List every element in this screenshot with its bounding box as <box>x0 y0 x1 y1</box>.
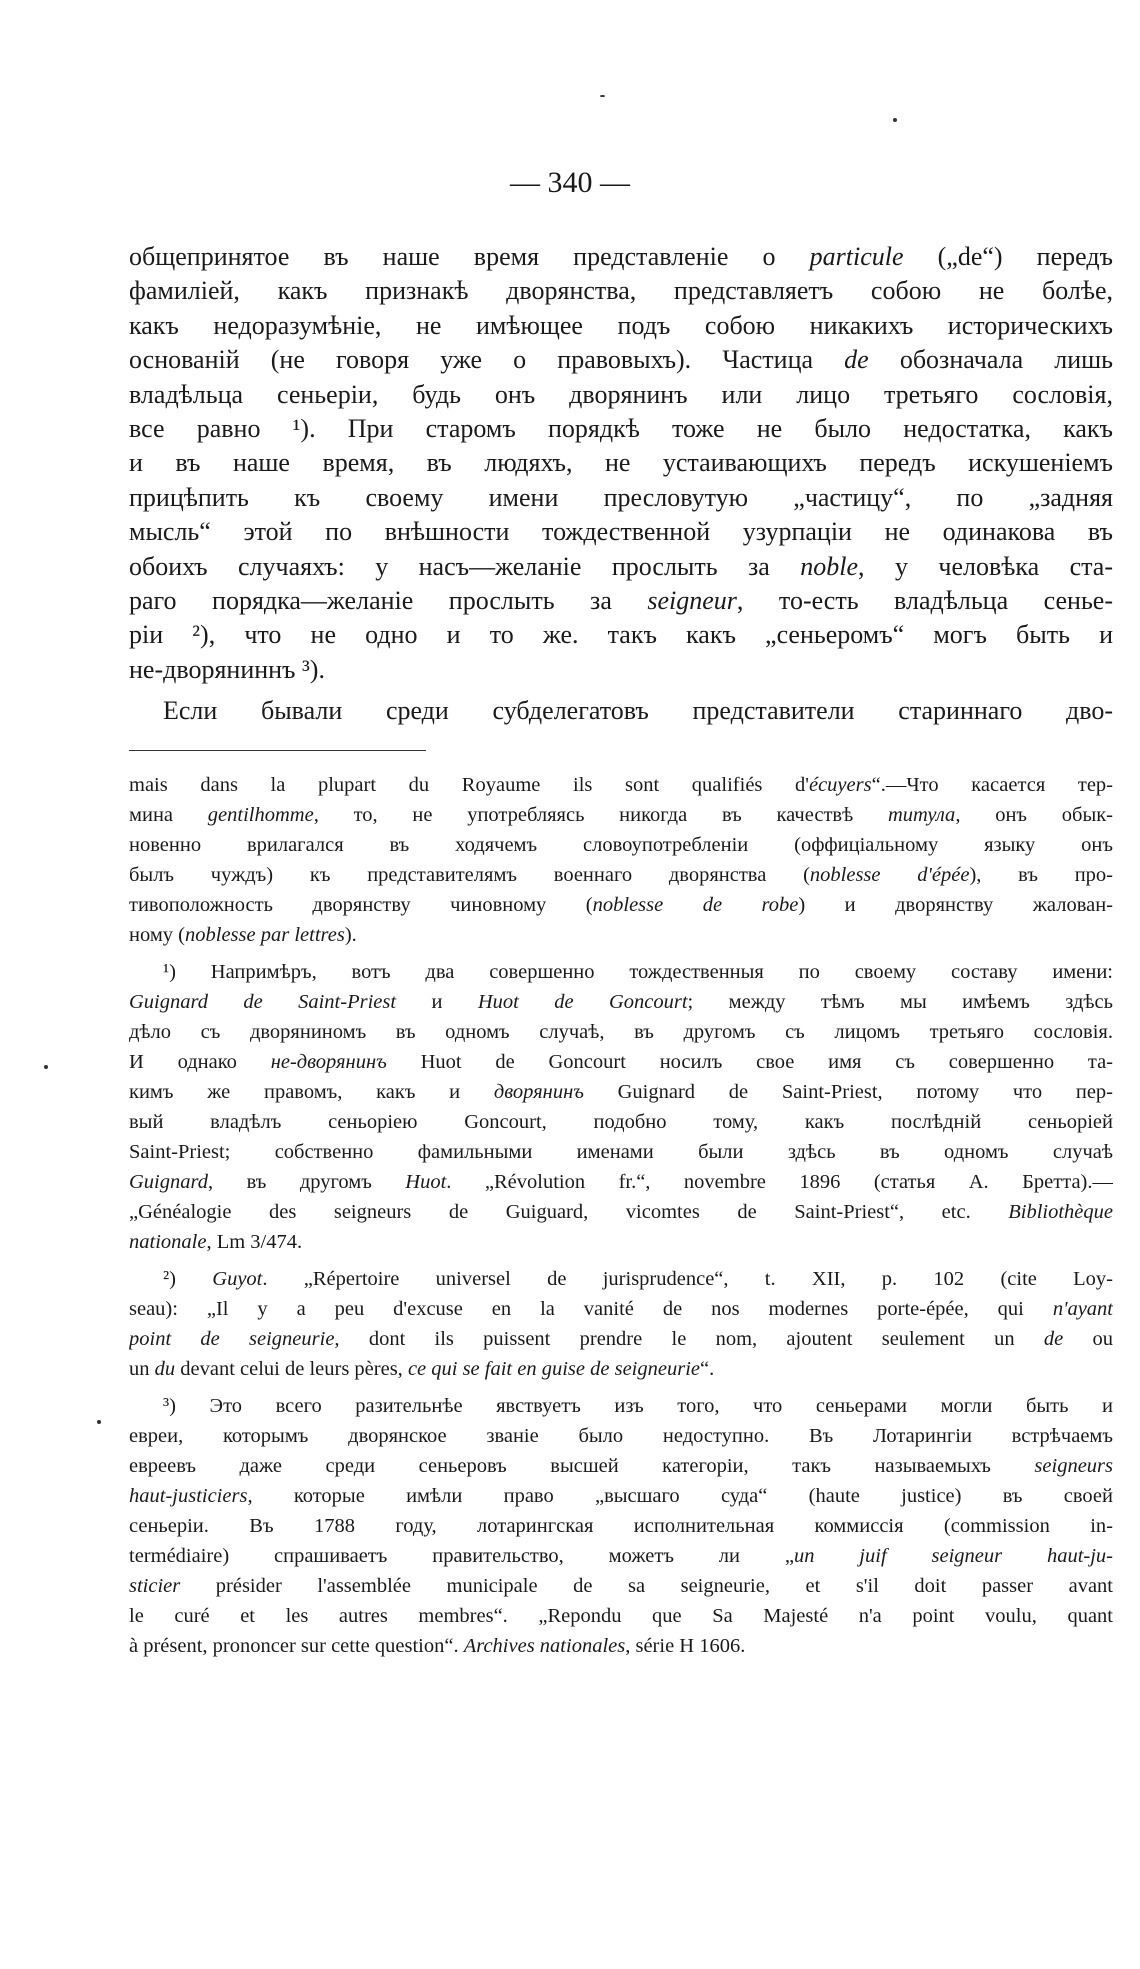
text-line <box>129 481 1113 515</box>
footnote-line <box>129 1227 1113 1257</box>
text-run: ному ( <box>129 924 186 946</box>
scan-speck <box>97 1420 101 1424</box>
italic-text: de <box>1043 1328 1064 1350</box>
text-run: . „Révolution fr.“, novembre 1896 (статья А. Бретта).— <box>446 1171 1113 1193</box>
text-run: “.—Что касается тер- <box>871 774 1113 796</box>
page-number: — 340 — <box>510 166 630 199</box>
text-line <box>129 618 1113 652</box>
text-run: , у человѣка ста- <box>858 551 1113 581</box>
scan-speck <box>44 1065 48 1069</box>
italic-text: Huot de Goncourt <box>477 991 688 1013</box>
italic-text: noblesse par lettres <box>185 924 345 946</box>
footnote-line <box>129 1167 1113 1197</box>
italic-text: Huot <box>405 1171 447 1193</box>
footnote-line <box>129 987 1113 1017</box>
italic-text: écuyers <box>808 774 872 796</box>
footnote-line <box>129 830 1113 860</box>
text-run: ou <box>1063 1328 1113 1350</box>
footnote-line <box>129 957 1113 987</box>
footnote-line <box>129 920 1113 950</box>
italic-text: титула <box>887 804 956 826</box>
text-run: мина <box>129 804 208 826</box>
italic-text: seigneur <box>647 585 737 615</box>
italic-text: Guignard de Saint-Priest <box>129 991 397 1013</box>
text-run: ), въ про- <box>969 864 1113 886</box>
italic-text: noblesse d'épée <box>809 864 970 886</box>
text-run: devant celui de leurs pères, <box>175 1358 408 1380</box>
footnote-line <box>129 1631 1113 1661</box>
italic-text: seigneurs <box>1034 1455 1113 1477</box>
text-line <box>129 584 1113 618</box>
footnote-line <box>129 1421 1113 1451</box>
text-line <box>129 515 1113 549</box>
footnote-line <box>129 1077 1113 1107</box>
text-run: à présent, prononcer sur cette question“. <box>129 1635 464 1657</box>
text-run: Huot de Goncourt носилъ свое имя съ совершенно та- <box>386 1051 1113 1073</box>
footnote-line <box>129 1451 1113 1481</box>
text-run: . „Répertoire universel de jurisprudence“, t. XII, p. 102 (cite Loy- <box>262 1268 1113 1290</box>
footnote-line <box>129 800 1113 830</box>
footnote-line <box>129 1511 1113 1541</box>
text-run: прицѣпить къ своему имени пресловутую „частицу“, по „задняя <box>129 482 1113 512</box>
text-run: и въ наше время, въ людяхъ, не устаивающихъ передъ искушеніемъ <box>129 448 1113 478</box>
footnote-line <box>129 1481 1113 1511</box>
text-run: тивоположность дворянству чиновному ( <box>129 894 593 916</box>
italic-text: Archives nationales <box>463 1635 626 1657</box>
text-run: общепринятое въ наше время представленіе о <box>129 242 810 271</box>
italic-text: haut-justiciers <box>129 1485 248 1507</box>
text-run: не-дворяниннъ ³). <box>129 654 325 684</box>
footnote-line <box>129 1047 1113 1077</box>
text-run: дѣло съ дворяниномъ въ одномъ случаѣ, въ другомъ съ лицомъ третьяго сословія. <box>129 1021 1113 1043</box>
text-run: , которые имѣли право „высшаго суда“ (haute justice) въ своей <box>247 1485 1113 1507</box>
text-run: , то-есть владѣльца сенье- <box>736 585 1113 615</box>
text-run: мысль“ этой по внѣшности тождественной узурпаціи не одинакова въ <box>129 517 1113 547</box>
text-line <box>129 550 1113 584</box>
italic-text: n'ayant <box>1052 1298 1113 1320</box>
text-run: былъ чуждъ) къ представителямъ военнаго дворянства ( <box>129 864 810 886</box>
text-run: обоихъ случаяхъ: у насъ—желаніе прослыть за <box>129 551 801 581</box>
footnote-line <box>129 1264 1113 1294</box>
text-line <box>129 309 1113 343</box>
text-run: le curé et les autres membres“. „Repondu que Sa Majesté n'a point voulu, quant <box>129 1605 1113 1627</box>
footnote-line <box>129 1137 1113 1167</box>
italic-text: gentilhomme <box>207 804 314 826</box>
text-line <box>129 343 1113 377</box>
text-run: ³) Это всего разительнѣе явствуетъ изъ того, что сеньерами могли быть и <box>163 1395 1113 1417</box>
italic-text: particule <box>809 242 904 271</box>
text-run: евреи, которымъ дворянское званіе было недоступно. Въ Лотарингіи встрѣчаемъ <box>129 1425 1113 1447</box>
text-run: , то, не употребляясь никогда въ качествѣ <box>313 804 888 826</box>
text-run: , въ другомъ <box>207 1171 406 1193</box>
footnote-line <box>129 1601 1113 1631</box>
footnotes <box>129 770 1113 1661</box>
footnote-line <box>129 1541 1113 1571</box>
text-run: Если бывали среди субделегатовъ представители стариннаго дво- <box>163 696 1113 726</box>
text-run: , série H 1606. <box>625 1635 746 1657</box>
text-line <box>129 378 1113 412</box>
italic-text: point de seigneurie <box>129 1328 335 1350</box>
text-run: сеньеріи. Въ 1788 году, лотарингская исполнительная коммиссія (commission in- <box>129 1515 1113 1537</box>
italic-text: дворянинъ <box>493 1081 584 1103</box>
text-run: вый владѣлъ сеньоріею Goncourt, подобно тому, какъ послѣдній сеньоріей <box>129 1111 1113 1133</box>
text-run: , онъ обык- <box>955 804 1113 826</box>
footnote-line <box>129 860 1113 890</box>
text-run: какъ недоразумѣніе, не имѣющее подъ собою никакихъ историческихъ <box>129 310 1113 340</box>
text-run: ріи ²), что не одно и то же. такъ какъ „сеньеромъ“ могъ быть и <box>129 620 1113 650</box>
italic-text: Bibliothèque <box>1008 1201 1113 1223</box>
text-run: Saint-Priest; собственно фамильными именами были здѣсь въ одномъ случаѣ <box>129 1141 1113 1163</box>
italic-text: un juif seigneur haut-ju- <box>793 1545 1113 1567</box>
footnote-line <box>129 1354 1113 1384</box>
text-run: раго порядка—желаніе прослыть за <box>129 585 648 615</box>
text-run: Guignard de Saint-Priest, потому что пер- <box>583 1081 1113 1103</box>
text-run: présider l'assemblée municipale de sa seigneurie, et s'il doit passer avant <box>180 1575 1113 1597</box>
text-run: ²) <box>163 1268 213 1290</box>
text-run: , Lm 3/474. <box>206 1231 303 1253</box>
text-run: новенно врилагался въ ходячемъ словоупотребленіи (оффиціальному языку онъ <box>129 834 1113 856</box>
italic-text: Guyot <box>212 1268 263 1290</box>
footnote-line <box>129 1324 1113 1354</box>
footnote-line <box>129 1107 1113 1137</box>
text-run: seau): „Il y a peu d'excuse en la vanité de nos modernes porte-épée, qui <box>129 1298 1053 1320</box>
footnote-line <box>129 1197 1113 1227</box>
text-run: обозначала лишь <box>868 345 1113 375</box>
text-run: фамиліей, какъ признакѣ дворянства, представляетъ собою не болѣе, <box>129 276 1113 306</box>
text-run: кимъ же правомъ, какъ и <box>129 1081 494 1103</box>
italic-text: sticier <box>129 1575 181 1597</box>
footnote-line <box>129 1294 1113 1324</box>
footnote-line <box>129 1017 1113 1047</box>
footnote-line <box>129 1571 1113 1601</box>
footnote-divider <box>129 750 426 751</box>
text-line <box>129 240 1113 274</box>
text-run: „Généalogie des seigneurs de Guiguard, vicomtes de Saint-Priest“, etc. <box>129 1201 1009 1223</box>
text-run: ¹) Напримѣръ, вотъ два совершенно тождественныя по своему составу имени: <box>163 961 1113 983</box>
text-run: евреевъ даже среди сеньеровъ высшей категоріи, такъ называемыхъ <box>129 1455 1035 1477</box>
text-run: основаній (не говоря уже о правовыхъ). Частица <box>129 345 845 375</box>
text-run: , dont ils puissent prendre le nom, ajoutent seulement un <box>334 1328 1044 1350</box>
main-text <box>129 240 1113 728</box>
text-run: termédiaire) спрашиваетъ правительство, можетъ ли „ <box>129 1545 794 1567</box>
footnote-line <box>129 1391 1113 1421</box>
footnote-line <box>129 890 1113 920</box>
scan-speck <box>893 118 897 122</box>
text-line <box>129 446 1113 480</box>
italic-text: noble <box>800 551 859 581</box>
italic-text: noblesse de robe <box>592 894 799 916</box>
text-run: “. <box>699 1358 715 1380</box>
text-run: владѣльца сеньеріи, будь онъ дворянинъ или лицо третьяго сословія, <box>129 379 1113 409</box>
italic-text: не-дворянинъ <box>270 1051 387 1073</box>
text-line <box>129 274 1113 308</box>
text-run: ). <box>344 924 357 946</box>
text-run: И однако <box>129 1051 271 1073</box>
text-line <box>129 412 1113 446</box>
italic-text: ce qui se fait en guise de seigneurie <box>407 1358 700 1380</box>
text-run: mais dans la plupart du Royaume ils sont qualifiés d' <box>129 774 809 796</box>
text-run: ; между тѣмъ мы имѣемъ здѣсь <box>687 991 1113 1013</box>
text-line <box>129 694 1113 728</box>
italic-text: nationale <box>129 1231 207 1253</box>
text-line <box>129 653 1113 687</box>
footnote-line <box>129 770 1113 800</box>
text-run: („de“) передъ <box>903 242 1113 271</box>
italic-text: du <box>154 1358 176 1380</box>
italic-text: de <box>844 345 869 375</box>
text-run: все равно ¹). При старомъ порядкѣ тоже не было недостатка, какъ <box>129 413 1113 443</box>
italic-text: Guignard <box>129 1171 208 1193</box>
text-run: ) и дворянству жалован- <box>798 894 1113 916</box>
text-run: un <box>129 1358 155 1380</box>
scan-speck <box>600 95 605 97</box>
text-run: и <box>396 991 478 1013</box>
